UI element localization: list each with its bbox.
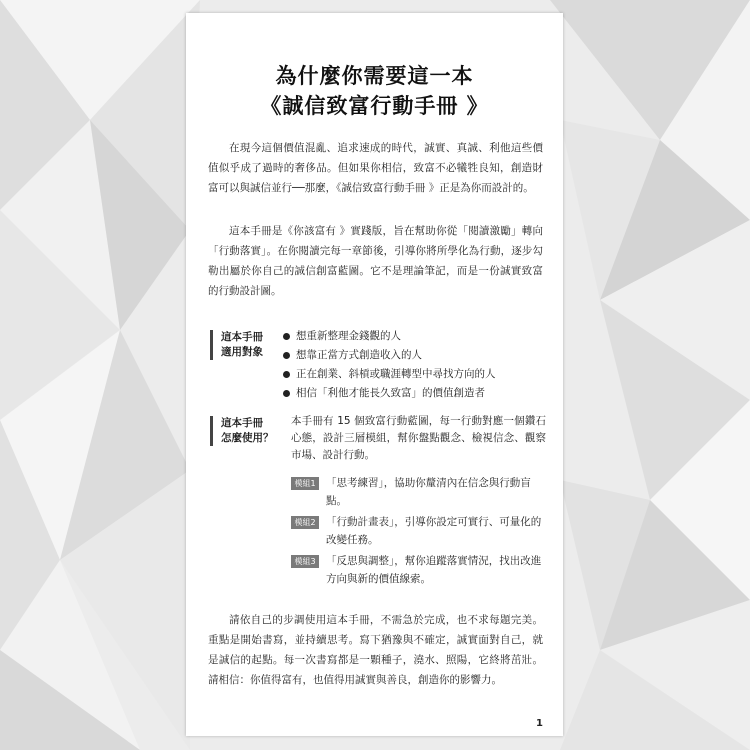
page-number: 1 [536,718,543,729]
module-text: 「行動計畫表」，引導你設定可實行、可量化的改變任務。 [326,516,542,546]
list-item [282,346,552,365]
audience-item-text: 正在創業、斜槓或職涯轉型中尋找方向的人 [296,368,496,380]
audience-label [210,330,263,360]
audience-list [282,327,552,403]
usage-label [210,416,274,446]
audience-item-text: 想靠正當方式創造收入的人 [296,349,422,361]
module-text: 「思考練習」，協助你釐清內在信念與行動盲點。 [326,477,531,507]
bullet-icon [283,371,290,378]
closing-paragraph: 請依自己的步調使用這本手冊，不需急於完成，也不求每題完美。重點是開始書寫，並持續思考。寫下猶豫與不確定，誠實面對自己，就是誠信的起點。每一次書寫都是一顆種子，澆水、照陽，它終將茁壯。請相信：你值得富有，也值得用誠實與善良，創造你的影響力。 [208,614,543,686]
page-title-line2: 《誠信致富行動手冊 》 [260,93,489,118]
usage-label-line2: 怎麼使用？ [221,432,274,444]
bullet-icon [283,352,290,359]
page-title-line1: 為什麼你需要這一本 [275,63,474,88]
intro-paragraph-1: 在現今這個價值混亂、追求速成的時代，誠實、真誠、利他這些價值似乎成了過時的奢侈品。但如果你相信，致富不必犧牲良知，創造財富可以與誠信並行──那麼，《誠信致富行動手冊 》正是為你而設計的。 [208,142,543,194]
list-item [282,365,552,384]
bullet-icon [283,333,290,340]
intro-paragraph-2: 這本手冊是《你該富有 》實踐版，旨在幫助你從「閱讀激勵」轉向「行動落實」。在你閱讀完每一章節後，引導你將所學化為行動，逐步勾勒出屬於你自己的誠信創富藍圖。它不是理論筆記，而是一份誠實致富的行動設計圖。 [208,225,543,297]
list-item [282,384,552,403]
module-text: 「反思與調整」，幫你追蹤落實情況，找出改進方向與新的價值線索。 [326,555,542,585]
module-tag: 模組3 [291,555,319,568]
usage-description: 本手冊有 15 個致富行動藍圖，每一行動對應一個鑽石心態，設計三層模組，幫你盤點觀念、檢視信念、觀察市場、設計行動。 [291,415,546,461]
usage-label-line1: 這本手冊 [221,417,263,429]
list-item [282,327,552,346]
audience-item-text: 相信「利他才能長久致富」的價值創造者 [296,387,485,399]
audience-item-text: 想重新整理金錢觀的人 [296,330,401,342]
audience-label-line1: 這本手冊 [221,331,263,343]
document-page [186,13,563,736]
bullet-icon [283,390,290,397]
audience-label-line2: 適用對象 [221,346,263,358]
module-tag: 模組1 [291,477,319,490]
module-tag: 模組2 [291,516,319,529]
